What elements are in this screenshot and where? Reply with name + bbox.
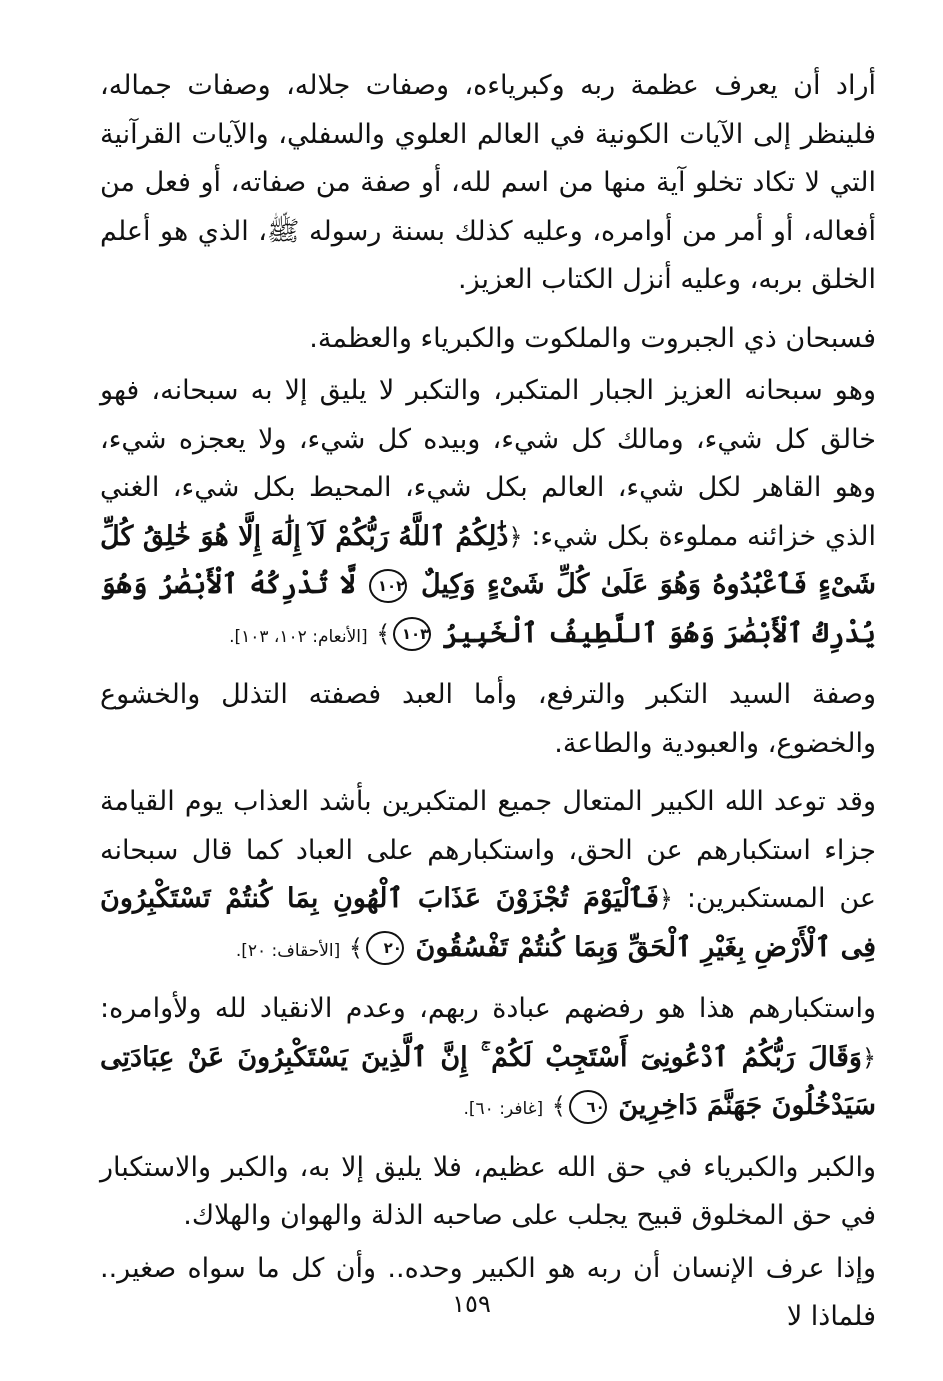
- surah-reference-anam: [الأنعام: ١٠٢، ١٠٣].: [229, 626, 368, 647]
- quran-verse-ghafir-60: وَقَالَ رَبُّكُمُ ٱدْعُونِىٓ أَسْتَجِبْ لَكُمْ ۚ إِنَّ ٱلَّذِينَ يَسْتَكْبِرُونَ عَنْ عِبَادَتِى سَيَدْخُلُونَ جَهَنَّمَ دَاخِرِينَ: [100, 1041, 876, 1121]
- paragraph-8: وإذا عرف الإنسان أن ربه هو الكبير وحده.. وأن كل ما سواه صغير.. فلماذا لا: [100, 1252, 876, 1332]
- quran-close-brace: ﴾: [348, 933, 363, 962]
- quran-open-brace: ﴿: [861, 1043, 876, 1072]
- surah-reference-ahqaf: [الأحقاف: ٢٠].: [235, 940, 341, 961]
- ayah-number-60: ٦٠: [569, 1090, 607, 1124]
- quran-verse-anam-102: ذَٰلِكُمُ ٱللَّهُ رَبُّكُمْ لَآ إِلَٰهَ إِلَّا هُوَ خَٰلِقُ كُلِّ شَىْءٍ فَٱعْبُدُوهُ وَهُوَ عَلَىٰ كُلِّ شَىْءٍ وَكِيلٌ: [100, 520, 876, 600]
- quran-open-brace: ﴿: [658, 885, 673, 913]
- paragraph-5-text: وقد توعد الله الكبير المتعال جميع المتكبرين بأشد العذاب يوم القيامة جزاء استكبارهم عن الحق، واستكبارهم على العباد كما قال سبحانه عن المستكبرين:: [100, 786, 877, 914]
- ayah-number-103: ١٠٣: [393, 617, 431, 651]
- quran-open-brace: ﴿: [508, 522, 523, 551]
- paragraph-5: [100, 778, 876, 975]
- ayah-number-102: ١٠٢: [369, 569, 407, 603]
- surah-reference-ghafir: [غافر: ٦٠].: [463, 1099, 544, 1119]
- ayah-number-20: ٢٠: [366, 931, 404, 965]
- paragraph-6: [100, 985, 876, 1134]
- page-body: [100, 62, 876, 1352]
- paragraph-1: أراد أن يعرف عظمة ربه وكبرياءه، وصفات جلاله، وصفات جماله، فلينظر إلى الآيات الكونية في العالم العلوي والسفلي، والآيات القرآنية التي لا تكاد تخلو آية منها من اسم لله، أو صفة من صفاته، أو فعل من أفعاله، أو أمر من أوامره، وعليه كذلك بسنة رسوله ﷺ، الذي هو أعلم الخلق بربه، وعليه أنزل الكتاب العزيز.: [100, 70, 876, 295]
- quran-verse-anam-103: لَّا تُدْرِكُهُ ٱلْأَبْصَٰرُ وَهُوَ يُدْرِكُ ٱلْأَبْصَٰرَ وَهُوَ ٱللَّطِيفُ ٱلْخَبِيرُ: [100, 569, 876, 649]
- paragraph-2: فسبحان ذي الجبروت والملكوت والكبرياء والعظمة.: [309, 322, 876, 354]
- quran-close-brace: ﴾: [376, 619, 391, 648]
- quran-close-brace: ﴾: [551, 1092, 566, 1120]
- paragraph-6-text: واستكبارهم هذا هو رفضهم عبادة ربهم، وعدم الانقياد لله ولأوامره:: [100, 993, 876, 1024]
- paragraph-4: وصفة السيد التكبر والترفع، وأما العبد فصفته التذلل والخشوع والخضوع، والعبودية والطاعة.: [100, 679, 876, 759]
- page-number: ١٥٩: [452, 1290, 491, 1318]
- quran-verse-ahqaf-20: فَٱلْيَوْمَ تُجْزَوْنَ عَذَابَ ٱلْهُونِ بِمَا كُنتُمْ تَسْتَكْبِرُونَ فِى ٱلْأَرْضِ بِغَيْرِ ٱلْحَقِّ وَبِمَا كُنتُمْ تَفْسُقُونَ: [100, 883, 876, 963]
- paragraph-3-text: وهو سبحانه العزيز الجبار المتكبر، والتكبر لا يليق إلا به سبحانه، فهو خالق كل شيء، ومالك كل شيء، وبيده كل شيء، ولا يعجزه شيء، وهو القاهر لكل شيء، العالم بكل شيء، المحيط بكل شيء، الغني الذي خزائنه مملوءة بكل شيء:: [100, 375, 876, 552]
- paragraph-3: [100, 367, 876, 661]
- paragraph-7: والكبر والكبرياء في حق الله عظيم، فلا يليق إلا به، والكبر والاستكبار في حق المخلوق قبيح يجلب على صاحبه الذلة والهوان والهلاك.: [100, 1151, 876, 1231]
